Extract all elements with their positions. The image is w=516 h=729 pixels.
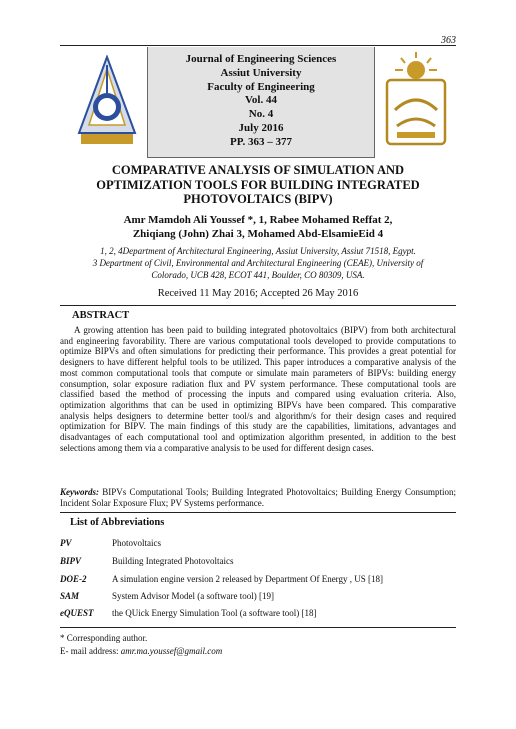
abbreviation-term: eQUEST xyxy=(60,608,94,618)
abbreviation-row xyxy=(60,574,456,588)
affiliation-line: 3 Department of Civil, Environmental and Architectural Engineering (CEAE), University of xyxy=(92,258,424,268)
corresponding-author-note: * Corresponding author. xyxy=(60,633,148,643)
abbreviation-row xyxy=(60,538,456,552)
volume: Vol. 44 xyxy=(245,94,277,107)
keywords-text: BIPVs Computational Tools; Building Integrated Photovoltaics; Building Energy Consumption; Incident Solar Exposure Flux; PV Systems performance. xyxy=(60,487,456,508)
journal-name: Journal of Engineering Sciences xyxy=(185,53,337,65)
abbreviation-term: BIPV xyxy=(60,556,82,566)
keywords-label: Keywords: xyxy=(60,487,99,497)
page-number: 363 xyxy=(441,35,456,46)
section-rule xyxy=(60,512,456,513)
affiliation-line: 1, 2, 4Department of Architectural Engineering, Assiut University, Assiut 71518, Egypt. xyxy=(100,246,416,256)
abstract-text: A growing attention has been paid to building integrated photovoltaics (BIPV) from both architectural and engineering favorability. There are various computational tools developed to provide computations to optimize BIPVs and often simulations for predicting their performance. This provides a great potential for designers to have different helpful tools to be utilized. This paper introduces a comparative analysis of the most common computational tools that compute or simulate main parameters of BIPVs: building energy consumption, solar exposure radiation flux and PV system performance. These computational tools are classified based the method of processing the inputs and compared using evaluation criteria. Also, optimization algorithms that can be used in optimizing BIPVs have been compared. This comparative analysis helps designers to determine better tool/s and algorithm/s for their design cases and required optimization for BIPV. The main findings of this study are the capabilities, limitations, advantages and disadvantages of each computational tool and optimization algorithm presented, in addition to the best selections among them via a comparative analysis to be used for different design cases. xyxy=(60,325,456,453)
email-address[interactable]: amr.ma.youssef@gmail.com xyxy=(120,646,223,656)
author-line: Zhiqiang (John) Zhai 3, Mohamed Abd-ElsamieEid 4 xyxy=(132,228,384,240)
paper-title xyxy=(60,163,456,207)
university-name: Assiut University xyxy=(220,66,302,79)
abbreviation-definition: System Advisor Model (a software tool) [19] xyxy=(112,591,274,601)
abbreviations-heading: List of Abbreviations xyxy=(70,517,165,528)
abbreviation-term: DOE-2 xyxy=(60,574,87,584)
abbreviation-definition: Photovoltaics xyxy=(112,538,161,548)
faculty-name: Faculty of Engineering xyxy=(207,80,315,93)
section-rule xyxy=(60,305,456,306)
title-line: OPTIMIZATION TOOLS FOR BUILDING INTEGRATED xyxy=(96,177,420,192)
title-line: PHOTOVOLTAICS (BIPV) xyxy=(183,192,333,206)
abbreviation-definition: A simulation engine version 2 released by Department Of Energy , US [18] xyxy=(112,574,384,584)
journal-info-box xyxy=(147,47,375,158)
page-range: PP. 363 – 377 xyxy=(230,135,292,148)
author-line: Amr Mamdoh Ali Youssef *, 1, Rabee Mohamed Reffat 2, xyxy=(123,214,393,226)
abbreviation-row xyxy=(60,591,456,605)
issue-number: No. 4 xyxy=(248,108,274,121)
abbreviation-term: SAM xyxy=(60,591,80,601)
abbreviation-definition: the QUick Energy Simulation Tool (a software tool) [18] xyxy=(112,608,317,618)
footnote-rule xyxy=(60,627,456,628)
issue-date: July 2016 xyxy=(238,121,284,134)
header-rule xyxy=(60,45,456,46)
abbreviation-row xyxy=(60,608,456,622)
email-label: E- mail address: xyxy=(60,646,121,656)
abbreviation-term: PV xyxy=(60,538,72,548)
abbreviation-row xyxy=(60,556,456,570)
abbreviation-definition: Building Integrated Photovoltaics xyxy=(112,556,234,566)
received-dates: Received 11 May 2016; Accepted 26 May 2016 xyxy=(157,288,359,299)
abstract-heading: ABSTRACT xyxy=(72,310,130,321)
email-footnote xyxy=(60,646,222,656)
title-line: COMPARATIVE ANALYSIS OF SIMULATION AND xyxy=(111,163,405,177)
affiliation-line: Colorado, UCB 428, ECOT 441, Boulder, CO 80309, USA. xyxy=(151,270,365,280)
faculty-logo xyxy=(75,55,139,147)
university-logo xyxy=(381,50,451,148)
keywords xyxy=(60,487,456,509)
